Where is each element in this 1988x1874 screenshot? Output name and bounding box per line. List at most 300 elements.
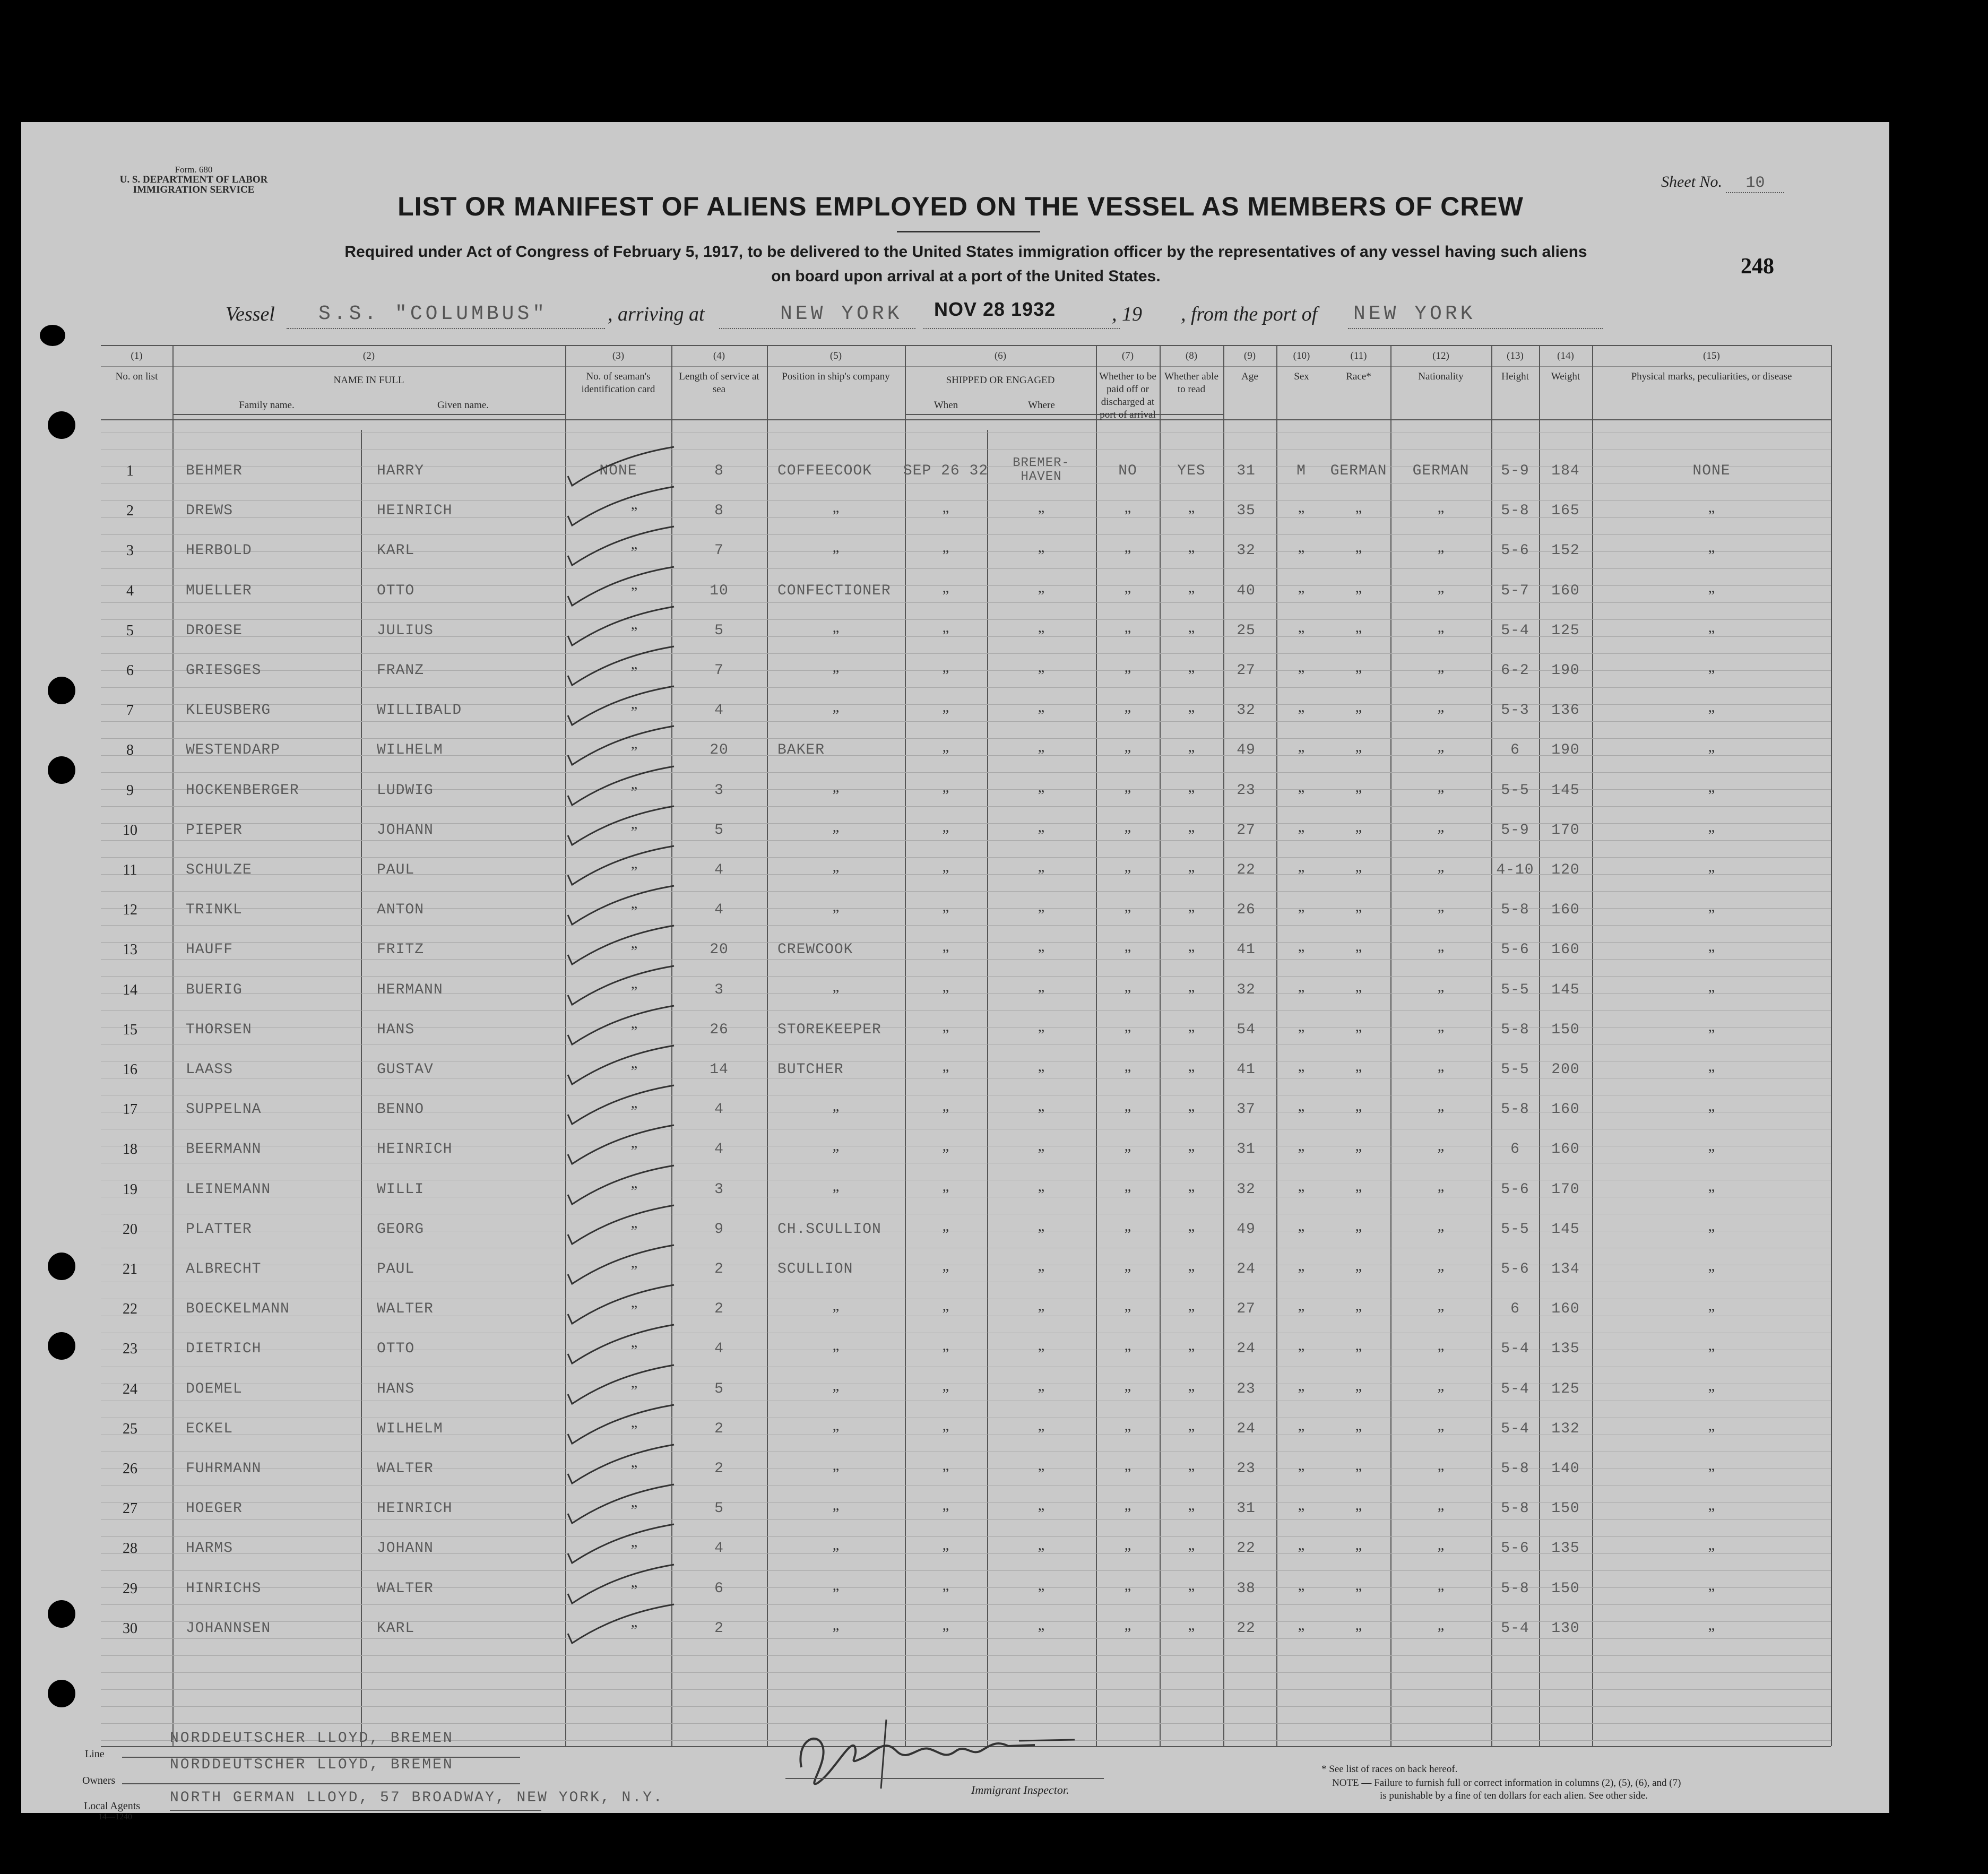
column-header-13: Height <box>1501 371 1529 382</box>
row-number: 15 <box>123 1021 137 1038</box>
race-ditto: ” <box>1355 548 1362 565</box>
when-ditto: ” <box>942 1107 949 1124</box>
sex-ditto: ” <box>1298 907 1305 924</box>
row-number: 7 <box>126 702 134 719</box>
read-ditto: ” <box>1188 787 1195 804</box>
header-when: When <box>934 400 958 411</box>
nat-ditto: ” <box>1437 1585 1445 1602</box>
family-name: PIEPER <box>186 822 243 839</box>
age: 27 <box>1237 1301 1256 1318</box>
when-ditto: ” <box>942 747 949 764</box>
column-header-4: Length of service at sea <box>679 371 759 395</box>
age: 41 <box>1237 942 1256 958</box>
read-ditto: ” <box>1188 588 1195 604</box>
nat-ditto: ” <box>1437 947 1445 964</box>
position: CONFECTIONER <box>777 582 891 599</box>
id-card-ditto: ” <box>630 983 638 1000</box>
sex-ditto: ” <box>1298 947 1305 964</box>
where-ditto: ” <box>1038 707 1045 724</box>
sex: M <box>1296 463 1306 479</box>
header-family-name: Family name. <box>239 400 295 411</box>
row-number: 17 <box>123 1101 137 1118</box>
id-card-ditto: ” <box>630 864 638 880</box>
weight: 160 <box>1551 1301 1580 1318</box>
marks-ditto: ” <box>1708 1466 1715 1482</box>
age: 25 <box>1237 622 1256 639</box>
ruled-line <box>101 857 1831 858</box>
ruled-line <box>101 687 1831 688</box>
when-ditto: ” <box>942 588 949 604</box>
given-name: WILLIBALD <box>377 702 462 719</box>
ruled-line <box>101 1536 1831 1537</box>
weight: 160 <box>1551 1141 1580 1158</box>
table-top-rule <box>101 345 1831 346</box>
agents-label: Local Agents <box>84 1800 141 1812</box>
position-ditto: ” <box>832 787 840 804</box>
family-name: LAASS <box>186 1061 234 1078</box>
given-name: PAUL <box>377 862 415 878</box>
age: 31 <box>1237 1141 1256 1158</box>
sex-ditto: ” <box>1298 1585 1305 1602</box>
age: 31 <box>1237 463 1256 479</box>
weight: 145 <box>1551 782 1580 799</box>
column-number-4: (4) <box>713 350 725 361</box>
age: 37 <box>1237 1101 1256 1118</box>
given-name: HEINRICH <box>377 503 453 520</box>
length-of-service: 4 <box>714 1141 724 1158</box>
nat-ditto: ” <box>1437 1545 1445 1562</box>
header-bottom-rule <box>101 419 1831 420</box>
shipped-when: SEP 26 32 <box>903 463 989 479</box>
race-ditto: ” <box>1355 907 1362 924</box>
where-ditto: ” <box>1038 508 1045 525</box>
paid-ditto: ” <box>1124 907 1131 924</box>
read-ditto: ” <box>1188 548 1195 565</box>
position-ditto: ” <box>832 508 840 525</box>
marks-ditto: ” <box>1708 548 1715 565</box>
age: 35 <box>1237 503 1256 520</box>
column-number-6: (6) <box>994 350 1007 361</box>
able-to-read: YES <box>1177 463 1206 479</box>
column-number-13: (13) <box>1507 350 1524 361</box>
age: 23 <box>1237 782 1256 799</box>
race-ditto: ” <box>1355 668 1362 684</box>
age: 24 <box>1237 1261 1256 1277</box>
marks-ditto: ” <box>1708 668 1715 684</box>
marks-ditto: ” <box>1708 1506 1715 1523</box>
when-ditto: ” <box>942 548 949 565</box>
race-ditto: ” <box>1355 1386 1362 1403</box>
age: 49 <box>1237 1221 1256 1238</box>
id-card-ditto: ” <box>630 1383 638 1400</box>
paid-ditto: ” <box>1124 1386 1131 1403</box>
paid-ditto: ” <box>1124 1186 1131 1203</box>
length-of-service: 4 <box>714 1341 724 1358</box>
crew-table <box>101 345 1831 1746</box>
title-underline <box>897 231 1040 232</box>
family-name: BEHMER <box>186 463 243 479</box>
ruled-line <box>101 772 1831 773</box>
row-number: 16 <box>123 1061 137 1078</box>
paid-ditto: ” <box>1124 747 1131 764</box>
subheader-rule <box>172 414 565 415</box>
weight: 170 <box>1551 1181 1580 1198</box>
race-ditto: ” <box>1355 1266 1362 1283</box>
position-ditto: ” <box>832 1346 840 1363</box>
position-ditto: ” <box>832 987 840 1004</box>
when-ditto: ” <box>942 987 949 1004</box>
where-ditto: ” <box>1038 1625 1045 1642</box>
age: 40 <box>1237 582 1256 599</box>
position: SCULLION <box>777 1261 853 1277</box>
given-name: JOHANN <box>377 822 434 839</box>
age: 32 <box>1237 542 1256 559</box>
age: 23 <box>1237 1380 1256 1397</box>
read-ditto: ” <box>1188 707 1195 724</box>
row-number: 26 <box>123 1461 137 1477</box>
id-card-ditto: ” <box>630 584 638 601</box>
family-name: BOECKELMANN <box>186 1301 290 1318</box>
sheet-label: Sheet No. <box>1661 173 1722 191</box>
position-ditto: ” <box>832 627 840 644</box>
id-card-ditto: ” <box>630 1064 638 1080</box>
sheet-number <box>1661 173 1784 193</box>
nat-ditto: ” <box>1437 827 1445 844</box>
family-name: GRIESGES <box>186 662 262 679</box>
nat-ditto: ” <box>1437 588 1445 604</box>
check-mark <box>563 1602 685 1650</box>
paid-ditto: ” <box>1124 1426 1131 1443</box>
id-card-ditto: ” <box>630 1582 638 1599</box>
height: 5-5 <box>1501 1061 1529 1078</box>
family-name: SUPPELNA <box>186 1101 262 1118</box>
where-ditto: ” <box>1038 1146 1045 1163</box>
inspector-label: Immigrant Inspector. <box>971 1783 1069 1797</box>
position-ditto: ” <box>832 1186 840 1203</box>
weight: 150 <box>1551 1580 1580 1597</box>
id-card: NONE <box>599 463 637 479</box>
when-ditto: ” <box>942 1466 949 1482</box>
read-ditto: ” <box>1188 668 1195 684</box>
sex-ditto: ” <box>1298 1107 1305 1124</box>
paid-ditto: ” <box>1124 627 1131 644</box>
row-number: 1 <box>126 463 134 479</box>
paid-ditto: ” <box>1124 1346 1131 1363</box>
row-number: 9 <box>126 782 134 799</box>
when-ditto: ” <box>942 827 949 844</box>
given-name: LUDWIG <box>377 782 434 799</box>
when-ditto: ” <box>942 1625 949 1642</box>
weight: 150 <box>1551 1021 1580 1038</box>
id-card-ditto: ” <box>630 1103 638 1120</box>
id-card-ditto: ” <box>630 1303 638 1320</box>
age: 27 <box>1237 822 1256 839</box>
row-number: 13 <box>123 942 137 958</box>
subtitle-line-2: on board upon arrival at a port of the United States. <box>771 267 1161 285</box>
given-name: WALTER <box>377 1461 434 1477</box>
family-name: KLEUSBERG <box>186 702 271 719</box>
binder-hole <box>48 1332 75 1360</box>
length-of-service: 3 <box>714 981 724 998</box>
where-ditto: ” <box>1038 787 1045 804</box>
family-name: DOEMEL <box>186 1380 243 1397</box>
nat-ditto: ” <box>1437 548 1445 565</box>
paid-off: NO <box>1118 463 1137 479</box>
sex-ditto: ” <box>1298 1386 1305 1403</box>
id-card-ditto: ” <box>630 1143 638 1160</box>
position-ditto: ” <box>832 907 840 924</box>
date-stamp: NOV 28 1932 <box>934 298 1056 320</box>
given-name: HANS <box>377 1380 415 1397</box>
height: 5-8 <box>1501 1461 1529 1477</box>
column-header-11: Race* <box>1346 371 1371 382</box>
column-number-2: (2) <box>362 350 375 361</box>
row-number: 4 <box>126 582 134 599</box>
where-ditto: ” <box>1038 947 1045 964</box>
height: 5-5 <box>1501 782 1529 799</box>
position: COFFEECOOK <box>777 463 872 479</box>
marks-ditto: ” <box>1708 1585 1715 1602</box>
length-of-service: 8 <box>714 503 724 520</box>
row-number: 3 <box>126 542 134 559</box>
given-name: FRANZ <box>377 662 425 679</box>
where-ditto: ” <box>1038 987 1045 1004</box>
age: 32 <box>1237 1181 1256 1198</box>
where-ditto: ” <box>1038 1266 1045 1283</box>
ruled-line <box>101 1706 1831 1707</box>
age: 22 <box>1237 1540 1256 1557</box>
length-of-service: 5 <box>714 822 724 839</box>
height: 5-8 <box>1501 503 1529 520</box>
age: 27 <box>1237 662 1256 679</box>
given-name: WILHELM <box>377 742 443 759</box>
family-name: THORSEN <box>186 1021 252 1038</box>
read-ditto: ” <box>1188 1107 1195 1124</box>
where-ditto: ” <box>1038 827 1045 844</box>
row-number: 12 <box>123 902 137 919</box>
sex-ditto: ” <box>1298 1266 1305 1283</box>
given-name: WALTER <box>377 1301 434 1318</box>
family-name: LEINEMANN <box>186 1181 271 1198</box>
age: 32 <box>1237 981 1256 998</box>
age: 49 <box>1237 742 1256 759</box>
nat-ditto: ” <box>1437 707 1445 724</box>
where-ditto: ” <box>1038 627 1045 644</box>
nat-ditto: ” <box>1437 508 1445 525</box>
ruled-line <box>101 1604 1831 1605</box>
height: 6 <box>1510 1141 1520 1158</box>
length-of-service: 2 <box>714 1420 724 1437</box>
race-ditto: ” <box>1355 1186 1362 1203</box>
nat-ditto: ” <box>1437 1146 1445 1163</box>
weight: 145 <box>1551 1221 1580 1238</box>
read-ditto: ” <box>1188 1146 1195 1163</box>
age: 24 <box>1237 1341 1256 1358</box>
race-ditto: ” <box>1355 787 1362 804</box>
age: 41 <box>1237 1061 1256 1078</box>
row-number: 21 <box>123 1261 137 1277</box>
nat-ditto: ” <box>1437 1506 1445 1523</box>
weight: 145 <box>1551 981 1580 998</box>
weight: 130 <box>1551 1620 1580 1637</box>
nat-ditto: ” <box>1437 1426 1445 1443</box>
marks-ditto: ” <box>1708 947 1715 964</box>
family-name: WESTENDARP <box>186 742 281 759</box>
marks-ditto: ” <box>1708 1306 1715 1323</box>
paid-ditto: ” <box>1124 827 1131 844</box>
id-card-ditto: ” <box>630 1343 638 1360</box>
marks-ditto: ” <box>1708 1026 1715 1043</box>
agents-rule <box>170 1810 541 1811</box>
binder-hole <box>48 1253 75 1280</box>
id-card-ditto: ” <box>630 824 638 841</box>
marks-ditto: ” <box>1708 1545 1715 1562</box>
where-ditto: ” <box>1038 548 1045 565</box>
family-name: FUHRMANN <box>186 1461 262 1477</box>
id-card-ditto: ” <box>630 545 638 562</box>
family-name: DROESE <box>186 622 243 639</box>
id-card-ditto: ” <box>630 1463 638 1479</box>
family-name: HINRICHS <box>186 1580 262 1597</box>
read-ditto: ” <box>1188 1625 1195 1642</box>
family-name: SCHULZE <box>186 862 252 878</box>
nat-ditto: ” <box>1437 907 1445 924</box>
ruled-line <box>101 653 1831 654</box>
weight: 190 <box>1551 742 1580 759</box>
nat-ditto: ” <box>1437 1346 1445 1363</box>
race-ditto: ” <box>1355 1306 1362 1323</box>
paid-ditto: ” <box>1124 668 1131 684</box>
height: 5-8 <box>1501 1101 1529 1118</box>
id-card-ditto: ” <box>630 1183 638 1200</box>
when-ditto: ” <box>942 508 949 525</box>
sex-ditto: ” <box>1298 1426 1305 1443</box>
marks-ditto: ” <box>1708 1625 1715 1642</box>
agents-value: NORTH GERMAN LLOYD, 57 BROADWAY, NEW YORK, N.Y. <box>170 1790 664 1806</box>
id-card-ditto: ” <box>630 704 638 721</box>
sex-ditto: ” <box>1298 588 1305 604</box>
read-ditto: ” <box>1188 1506 1195 1523</box>
given-name: WILHELM <box>377 1420 443 1437</box>
sex-ditto: ” <box>1298 1466 1305 1482</box>
read-ditto: ” <box>1188 947 1195 964</box>
height: 5-4 <box>1501 1620 1529 1637</box>
row-number: 23 <box>123 1341 137 1358</box>
given-name: WALTER <box>377 1580 434 1597</box>
when-ditto: ” <box>942 787 949 804</box>
length-of-service: 7 <box>714 662 724 679</box>
column-number-10: (10) <box>1293 350 1310 361</box>
nat-ditto: ” <box>1437 987 1445 1004</box>
length-of-service: 4 <box>714 1540 724 1557</box>
column-rule <box>1831 345 1832 1746</box>
position-ditto: ” <box>832 548 840 565</box>
height: 5-6 <box>1501 942 1529 958</box>
race-ditto: ” <box>1355 747 1362 764</box>
length-of-service: 14 <box>710 1061 729 1078</box>
column-header-1: No. on list <box>115 371 158 382</box>
column-number-5: (5) <box>829 350 842 361</box>
races-note: * See list of races on back hereof. <box>1321 1764 1458 1775</box>
arriving-label: , arriving at <box>608 303 705 325</box>
manifest-sheet <box>21 122 1889 1821</box>
nat-ditto: ” <box>1437 787 1445 804</box>
binder-hole <box>48 677 75 704</box>
sex-ditto: ” <box>1298 1026 1305 1043</box>
given-name: HEINRICH <box>377 1500 453 1517</box>
row-number: 19 <box>123 1181 137 1198</box>
age: 26 <box>1237 902 1256 919</box>
race-ditto: ” <box>1355 707 1362 724</box>
id-card-ditto: ” <box>630 1223 638 1240</box>
paid-ditto: ” <box>1124 1306 1131 1323</box>
read-ditto: ” <box>1188 1426 1195 1443</box>
row-number: 28 <box>123 1540 137 1557</box>
nat-ditto: ” <box>1437 867 1445 884</box>
height: 5-6 <box>1501 1261 1529 1277</box>
weight: 135 <box>1551 1341 1580 1358</box>
where-ditto: ” <box>1038 1585 1045 1602</box>
read-ditto: ” <box>1188 1386 1195 1403</box>
binder-hole <box>48 411 75 439</box>
position-ditto: ” <box>832 1625 840 1642</box>
age: 22 <box>1237 862 1256 878</box>
paid-ditto: ” <box>1124 1585 1131 1602</box>
binder-hole <box>48 1680 75 1707</box>
weight: 190 <box>1551 662 1580 679</box>
age: 54 <box>1237 1021 1256 1038</box>
nat-ditto: ” <box>1437 1067 1445 1083</box>
nat-ditto: ” <box>1437 1306 1445 1323</box>
weight: 160 <box>1551 582 1580 599</box>
where-ditto: ” <box>1038 1067 1045 1083</box>
nat-ditto: ” <box>1437 627 1445 644</box>
height: 6 <box>1510 1301 1520 1318</box>
read-ditto: ” <box>1188 907 1195 924</box>
paid-ditto: ” <box>1124 588 1131 604</box>
weight: 120 <box>1551 862 1580 878</box>
sex-ditto: ” <box>1298 747 1305 764</box>
height: 6-2 <box>1501 662 1529 679</box>
column-header-7: Whether to be paid off or discharged at port of arrival <box>1099 371 1156 420</box>
when-ditto: ” <box>942 1146 949 1163</box>
ruled-line <box>101 1689 1831 1690</box>
marks-ditto: ” <box>1708 1107 1715 1124</box>
height: 6 <box>1510 742 1520 759</box>
race-ditto: ” <box>1355 987 1362 1004</box>
inspector-signature <box>785 1709 1083 1794</box>
line-value: NORDDEUTSCHER LLOYD, BREMEN <box>170 1730 454 1747</box>
id-card-ditto: ” <box>630 944 638 961</box>
nat-ditto: ” <box>1437 1026 1445 1043</box>
given-name: HEINRICH <box>377 1141 453 1158</box>
when-ditto: ” <box>942 1585 949 1602</box>
marks-ditto: ” <box>1708 588 1715 604</box>
paid-ditto: ” <box>1124 1466 1131 1482</box>
length-of-service: 4 <box>714 1101 724 1118</box>
row-number: 11 <box>123 862 137 878</box>
height: 5-7 <box>1501 582 1529 599</box>
owners-label: Owners <box>82 1775 116 1786</box>
marks-ditto: ” <box>1708 1426 1715 1443</box>
race-ditto: ” <box>1355 867 1362 884</box>
position-ditto: ” <box>832 1426 840 1443</box>
sex-ditto: ” <box>1298 707 1305 724</box>
given-name: FRITZ <box>377 942 425 958</box>
race-ditto: ” <box>1355 1346 1362 1363</box>
given-name: ANTON <box>377 902 425 919</box>
position-ditto: ” <box>832 827 840 844</box>
